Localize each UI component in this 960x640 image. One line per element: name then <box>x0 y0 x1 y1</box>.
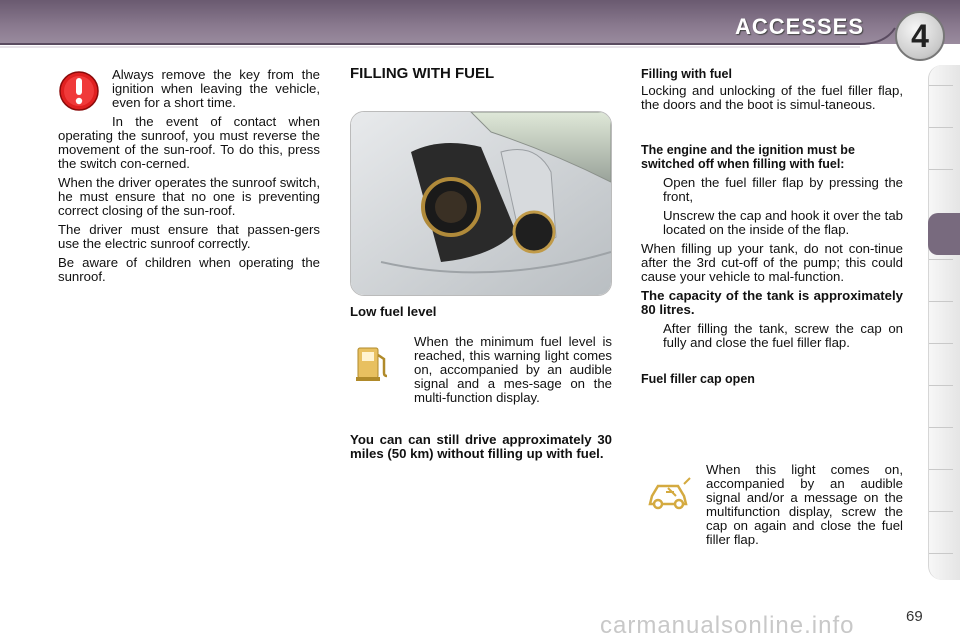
bullet-item: Unscrew the cap and hook it over the tab located on the inside of the flap. <box>641 209 903 237</box>
watermark: carmanualsonline.info <box>600 612 855 639</box>
chapter-title: ACCESSES <box>735 14 865 39</box>
chapter-tabs[interactable] <box>928 65 960 580</box>
filling-heading: Filling with fuel <box>641 67 732 81</box>
warning-text-3: When the driver operates the sunroof switch, he must ensure that no one is preventing correct closing of the sun-roof. <box>58 175 320 218</box>
left-column <box>58 68 320 289</box>
engine-heading: The engine and the ignition must be switched off when filling with fuel: <box>641 143 855 171</box>
section-title: FILLING WITH FUEL <box>350 65 495 82</box>
fuel-filler-photo <box>350 111 612 296</box>
low-fuel-text: When the minimum fuel level is reached, this warning light comes on, accompanied by an audible signal and a mes-sage on the multi-function display. <box>414 334 612 405</box>
bullet-hand-icon <box>641 209 663 237</box>
warning-text-5: Be aware of children when operating the sunroof. <box>58 255 320 284</box>
capacity-text: The capacity of the tank is approximately 80 litres. <box>641 288 903 317</box>
cap-open-text: When this light comes on, accompanied by an audible signal and/or a message on the multifunction display, screw the cap on again and close the fuel filler flap. <box>706 462 903 547</box>
filling-text: Locking and unlocking of the fuel filler flap, the doors and the boot is simul-taneous. <box>641 83 903 112</box>
cutoff-text: When filling up your tank, do not con-tinue after the 3rd cut-off of the pump; this could cause your vehicle to mal-function. <box>641 241 903 284</box>
page-number: 69 <box>906 608 923 625</box>
bullet-hand-icon <box>641 176 663 204</box>
warning-text-2: In the event of contact when operating the sunroof, you must reverse the movement of the sun-roof. To do this, press the switch con-cerned. <box>58 114 320 171</box>
bullet-item: After filling the tank, screw the cap on fully and close the fuel filler flap. <box>641 322 903 350</box>
chapter-number-badge: 4 <box>895 11 945 61</box>
fuel-pump-warning-icon <box>355 343 391 383</box>
low-fuel-note: You can can still drive approximately 30 miles (50 km) without filling up with fuel. <box>350 432 612 461</box>
chapter-tab-active[interactable] <box>928 213 960 255</box>
bullet-item: Open the fuel filler flap by pressing the front, <box>641 176 903 204</box>
right-column <box>641 67 903 386</box>
warning-text-4: The driver must ensure that passen-gers use the electric sunroof correctly. <box>58 222 320 251</box>
warning-text-1: Always remove the key from the ignition when leaving the vehicle, even for a short time. <box>112 67 320 110</box>
cap-open-heading: Fuel filler cap open <box>641 372 755 386</box>
fuel-cap-open-icon <box>646 474 692 512</box>
low-fuel-heading: Low fuel level <box>350 304 437 319</box>
bullet-hand-icon <box>641 322 663 350</box>
